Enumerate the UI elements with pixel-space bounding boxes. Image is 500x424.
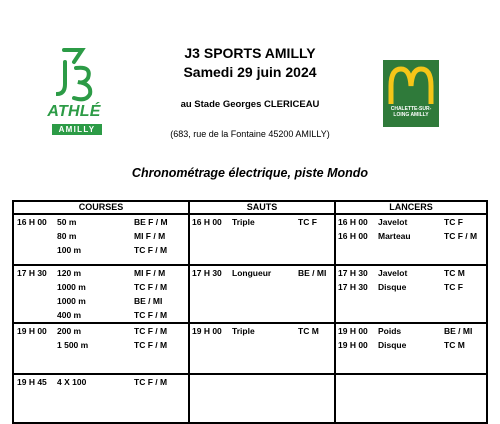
entry-cat: TC F / M (134, 282, 168, 292)
entry-cat: MI F / M (134, 268, 166, 278)
sauts-entry (190, 215, 334, 229)
athle-wordmark: ATHLÉ (47, 103, 101, 120)
entry-time: 19 H 00 (17, 326, 47, 336)
lancers-entry (336, 229, 486, 243)
entry-cat: TC F / M (134, 340, 168, 350)
entry-event: Poids (378, 326, 402, 336)
courses-cell (13, 374, 189, 423)
event-date: Samedi 29 juin 2024 (183, 64, 317, 80)
sauts-entry (190, 266, 334, 280)
courses-cell (13, 265, 189, 323)
entry-time: 19 H 00 (338, 326, 368, 336)
timing-subtitle: Chronométrage électrique, piste Mondo (131, 166, 369, 180)
lancers-entry (336, 324, 486, 338)
schedule-row (13, 374, 487, 423)
entry-time: 17 H 30 (17, 268, 47, 278)
mcdonalds-caption: CHALETTE-SUR-LOING AMILLY (390, 106, 432, 118)
header-sauts: SAUTS (189, 201, 335, 214)
entry-event: Javelot (378, 268, 408, 278)
lancers-cell (335, 374, 487, 423)
event-address: (683, rue de la Fontaine 45200 AMILLY) (170, 129, 330, 139)
entry-cat: BE F / M (134, 217, 168, 227)
sauts-cell (189, 214, 335, 265)
entry-event: 100 m (57, 245, 82, 255)
schedule-row (13, 265, 487, 323)
entry-event: 80 m (57, 231, 77, 241)
courses-entry (14, 294, 188, 308)
schedule-header-row (13, 201, 487, 214)
j3-logo-icon (56, 44, 96, 104)
entry-event: Disque (378, 340, 407, 350)
entry-event: Disque (378, 282, 407, 292)
courses-entry (14, 324, 188, 338)
entry-cat: TC M (444, 340, 465, 350)
schedule-table (12, 200, 488, 424)
schedule-row (13, 323, 487, 374)
entry-event: 120 m (57, 268, 82, 278)
entry-event: 50 m (57, 217, 77, 227)
sauts-cell (189, 265, 335, 323)
entry-time: 16 H 00 (17, 217, 47, 227)
entry-cat: TC F / M (134, 310, 168, 320)
entry-cat: TC F (444, 217, 463, 227)
entry-time: 16 H 00 (338, 231, 368, 241)
sauts-cell (189, 374, 335, 423)
sauts-entry (190, 324, 334, 338)
event-title: J3 SPORTS AMILLY (184, 45, 316, 61)
entry-event: 4 X 100 (57, 377, 87, 387)
entry-time: 17 H 30 (338, 268, 368, 278)
courses-entry (14, 229, 188, 243)
courses-entry (14, 308, 188, 322)
entry-event: Javelot (378, 217, 408, 227)
entry-time: 16 H 00 (338, 217, 368, 227)
entry-cat: TC F / M (134, 326, 168, 336)
entry-cat: TC F (298, 217, 317, 227)
entry-cat: TC M (298, 326, 319, 336)
courses-cell (13, 214, 189, 265)
entry-event: 400 m (57, 310, 82, 320)
entry-cat: TC F / M (444, 231, 478, 241)
courses-entry (14, 266, 188, 280)
header-courses: COURSES (13, 201, 189, 214)
entry-time: 17 H 30 (338, 282, 368, 292)
event-venue: au Stade Georges CLERICEAU (180, 99, 320, 110)
entry-cat: TC M (444, 268, 465, 278)
entry-cat: BE / MI (134, 296, 163, 306)
lancers-cell (335, 265, 487, 323)
entry-cat: TC F / M (134, 377, 168, 387)
entry-event: 200 m (57, 326, 82, 336)
lancers-entry (336, 266, 486, 280)
lancers-cell (335, 214, 487, 265)
entry-time: 19 H 45 (17, 377, 47, 387)
courses-entry (14, 243, 188, 257)
entry-cat: TC F (444, 282, 463, 292)
entry-event: Triple (232, 326, 255, 336)
courses-entry (14, 338, 188, 352)
courses-cell (13, 323, 189, 374)
entry-cat: MI F / M (134, 231, 166, 241)
lancers-entry (336, 280, 486, 294)
courses-entry (14, 280, 188, 294)
entry-time: 16 H 00 (192, 217, 222, 227)
entry-event: 1000 m (57, 296, 86, 306)
lancers-cell (335, 323, 487, 374)
entry-event: 1000 m (57, 282, 86, 292)
courses-entry (14, 375, 188, 389)
golden-arches-icon (386, 66, 436, 106)
amilly-label: AMILLY (52, 124, 102, 135)
entry-cat: BE / MI (444, 326, 473, 336)
lancers-entry (336, 338, 486, 352)
entry-event: 1 500 m (57, 340, 89, 350)
header-lancers: LANCERS (335, 201, 487, 214)
entry-cat: BE / MI (298, 268, 327, 278)
courses-entry (14, 215, 188, 229)
j3-athle-amilly-logo (44, 44, 104, 142)
lancers-entry (336, 215, 486, 229)
entry-time: 19 H 00 (338, 340, 368, 350)
entry-time: 19 H 00 (192, 326, 222, 336)
entry-event: Longueur (232, 268, 272, 278)
entry-event: Marteau (378, 231, 411, 241)
mcdonalds-logo (383, 60, 439, 127)
schedule-row (13, 214, 487, 265)
entry-event: Triple (232, 217, 255, 227)
entry-cat: TC F / M (134, 245, 168, 255)
sauts-cell (189, 323, 335, 374)
entry-time: 17 H 30 (192, 268, 222, 278)
